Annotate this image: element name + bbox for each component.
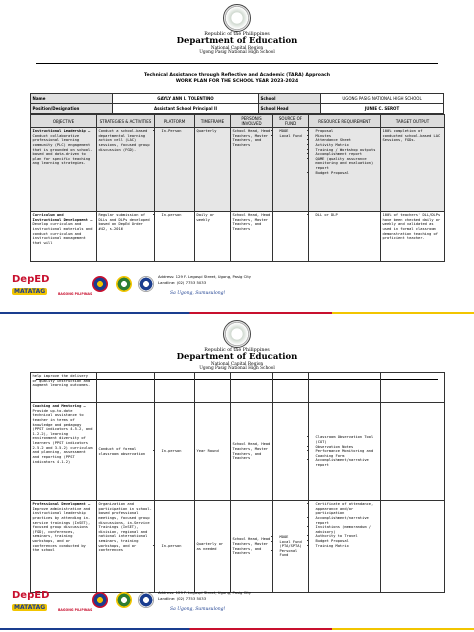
objective-title: Coaching and Mentoring – [32, 404, 86, 408]
fund-cell [273, 373, 309, 403]
letterhead [0, 32, 474, 56]
timeframe-cell: Daily or weekly [195, 212, 231, 262]
school-value: UGONG PASIG NATIONAL HIGH SCHOOL [321, 94, 444, 104]
footer-address [158, 274, 251, 285]
title-line-1: Technical Assistance through Reflective and Academic (TARA) Approach [143, 73, 331, 78]
strategy-cell: Conduct of formal classroom observation [97, 403, 155, 501]
col-platform: PLATFORM [155, 115, 195, 128]
resource-cell [309, 212, 381, 262]
school-line: Ugong Pasig National High School [199, 50, 275, 56]
target-cell: 100% completion of conducted school-based LAC Sessions, FGDs. [381, 128, 445, 212]
footer [0, 272, 474, 302]
slogan: Sa Ugong, Sumusulong! [170, 607, 226, 612]
fund-item: • MOOE [280, 535, 307, 540]
strategy-cell: Organization and participation in school-based professional meetings, focused group discussions, in-Service Trainings (InSET), division, regional and national international seminars, training workshops, and or conferences [97, 501, 155, 593]
table-row [31, 403, 445, 501]
republic-line: Republic of the Philippines [204, 348, 270, 353]
footer-address [158, 590, 251, 601]
landline-line: Landline: (02) 7753 5033 [158, 279, 207, 285]
footer [0, 588, 474, 618]
table-row [31, 212, 445, 262]
resource-item: • QAME (quality assurance monitoring and evaluation) report [316, 157, 379, 171]
objective-cell [31, 212, 97, 262]
col-strategies: STRATEGIES & ACTIVITIES [97, 115, 155, 128]
col-objective: OBJECTIVE [31, 115, 97, 128]
platform-cell [155, 128, 195, 212]
strategy-cell: Conduct a school-based departmental learning action cell (LAC) sessions, focused group discussion (FGD). [97, 128, 155, 212]
platform-cell [155, 212, 195, 262]
resource-item: • Training Matrix [316, 544, 379, 549]
pasig-seal-icon [116, 592, 132, 608]
school-head-label: School Head [259, 104, 321, 114]
col-source-fund: SOURCE OF FUND [273, 115, 309, 128]
objective-text: Improve administrative and instructional leadership practices by attending in-service trainings (InSET), focused group discussions (FGD), conferences, seminars, training workshops, and or conferences conducted by the school [32, 506, 91, 553]
objective-cell [31, 501, 97, 593]
resource-item: • Performance Monitoring and Coaching Form [316, 449, 379, 458]
resource-item: • Minutes [316, 134, 379, 139]
resource-item: • Authority to Travel [316, 534, 379, 539]
department-line: Department of Education [176, 36, 298, 47]
resource-cell [309, 373, 381, 403]
strategy-cell: Regular submission of DLLs and DLPs developed based on DepEd Order #42, s.2016 [97, 212, 155, 262]
target-cell: 100% of teachers' DLL/DLPs have been checked daily or weekly and validated as used in formal classroom demonstration teaching of proficient teacher. [381, 212, 445, 262]
objective-cell: help improve the delivery of quality instruction and augment learning outcomes. [31, 373, 97, 403]
resource-item: • Accomplishment/narrative report [316, 516, 379, 525]
objective-title: Professional Development – [32, 502, 91, 506]
school-label: School [259, 94, 321, 104]
landline-line: Landline: (02) 7753 5033 [158, 595, 207, 601]
fund-cell [273, 501, 309, 593]
deped-logo: DepED [12, 274, 50, 285]
divider [36, 63, 438, 64]
persons-cell: School Head, Head Teachers, Master Teachers, and Teachers [231, 501, 273, 593]
platform-cell [155, 403, 195, 501]
objective-cell [31, 403, 97, 501]
resource-item: • Training / Workshop outputs [316, 148, 379, 153]
fund-cell [273, 128, 309, 212]
platform-cell [155, 373, 195, 403]
bagong-pilipinas-emblem-icon [92, 592, 108, 608]
platform-item: • In-person [162, 213, 193, 218]
objective-text: Provide up-to-date technical assistance to teacher in terms of knowledge and pedagogy (PPST indicators 4.5.2, and 1.2.2), learning environment diversity of learners (PPST indicators 2.5.2 and 3.5.2) curriculum and planning, assessment and reporting (PPST indicators 4.1.2) [32, 408, 93, 464]
resource-item: • Classroom Observation Tool (COT) [316, 435, 379, 444]
republic-line: Republic of the Philippines [204, 32, 270, 37]
resource-item: • Activity Matrix [316, 143, 379, 148]
region-line: National Capital Region [210, 361, 264, 367]
resource-item: • Proposal [316, 129, 379, 134]
department-line: Department of Education [176, 352, 298, 363]
resource-item: • Invitations (memorandum / advisory) [316, 525, 379, 534]
table-row [31, 128, 445, 212]
fund-cell [273, 212, 309, 262]
timeframe-cell: Quarterly or as needed [195, 501, 231, 593]
bagong-pilipinas-logo: BAGONG PILIPINAS [58, 608, 93, 612]
resource-item: • DLL or DLP [316, 213, 379, 218]
deped-seal-icon [223, 4, 251, 32]
resource-item: • Budget Proposal [316, 539, 379, 544]
col-timeframe: TIMEFRAME [195, 115, 231, 128]
pasig-seal-icon [116, 276, 132, 292]
school-line: Ugong Pasig National High School [199, 366, 275, 372]
platform-item: • In-Person [162, 129, 193, 134]
school-seal-icon [138, 592, 154, 608]
bagong-pilipinas-emblem-icon [92, 276, 108, 292]
persons-cell: School Head, Head Teachers, Master Teachers, and Teachers [231, 212, 273, 262]
fund-item: • MOOE [280, 129, 307, 134]
info-table [30, 93, 444, 114]
work-plan-table-2 [30, 372, 445, 593]
fund-item: • Local Fund (PTA/SPTA) [280, 540, 307, 549]
table-row [31, 501, 445, 593]
persons-cell: School Head, Head Teachers, Master Teachers, and Teachers [231, 128, 273, 212]
work-plan-table-1 [30, 114, 445, 262]
objective-text: Develop curriculum and instructional materials and conduct curriculum and instructional management that will [32, 222, 93, 245]
platform-item: • In-person [162, 449, 193, 454]
document-titles [0, 73, 474, 85]
resource-cell [309, 403, 381, 501]
resource-item: • Accomplishment/narrative report [316, 458, 379, 467]
fund-cell [273, 403, 309, 501]
fund-item: • Personal Fund [280, 549, 307, 558]
name-value: GAYLY ANN I. TOLENTINO [113, 94, 259, 104]
platform-item: • In-person [162, 544, 193, 549]
bagong-pilipinas-logo: BAGONG PILIPINAS [58, 292, 93, 296]
col-target: TARGET OUTPUT [381, 115, 445, 128]
name-label: Name [31, 94, 113, 104]
platform-cell [155, 501, 195, 593]
resource-item: • Attendance Sheet [316, 138, 379, 143]
strategy-cell [97, 373, 155, 403]
letterhead [0, 348, 474, 372]
persons-cell: School Head, Head Teachers, Master Teachers, and Teachers [231, 403, 273, 501]
matatag-logo: MATATAG [14, 604, 46, 611]
resource-cell [309, 128, 381, 212]
resource-cell [309, 501, 381, 593]
objective-title: Curriculum and Instructional Development – [32, 213, 93, 222]
fund-item: • Local Fund [280, 134, 307, 139]
matatag-logo: MATATAG [14, 288, 46, 295]
objective-text: Conduct collaborative professional learning community (PLC) engagement that is grounded on school-based and data-driven to plan for specific teaching ang learning strategies. [32, 133, 93, 166]
objective-title: Instructional Leadership – [32, 129, 91, 133]
resource-item: • Certificate of attendance, appearance and/or participation [316, 502, 379, 516]
position-label: Position/Designation [31, 104, 113, 114]
slogan: Sa Ugong, Sumusulong! [170, 291, 226, 296]
region-line: National Capital Region [210, 45, 264, 51]
footer-stripe [0, 312, 474, 314]
timeframe-cell: Year Round [195, 403, 231, 501]
col-persons: PERSON/S INVOLVED [231, 115, 273, 128]
deped-seal-icon [223, 320, 251, 348]
column-header-row [31, 115, 445, 128]
footer-stripe [0, 628, 474, 630]
position-value: Assistant School Principal II [113, 104, 259, 114]
address-line: Address: 129 F. Legaspi Street, Ugong, Pasig City [158, 590, 252, 595]
resource-item: • Budget Proposal [316, 171, 379, 176]
school-seal-icon [138, 276, 154, 292]
timeframe-cell: Quarterly [195, 128, 231, 212]
resource-item: • Accomplishment report [316, 152, 379, 157]
timeframe-cell [195, 373, 231, 403]
target-cell [381, 501, 445, 593]
target-cell [381, 373, 445, 403]
resource-item: • Observation Notes [316, 445, 379, 450]
persons-cell [231, 373, 273, 403]
address-line: Address: 129 F. Legaspi Street, Ugong, Pasig City [158, 274, 252, 279]
target-cell [381, 403, 445, 501]
table-row [31, 373, 445, 403]
deped-logo: DepED [12, 590, 50, 601]
school-head-value: JUNIE C. SEROT [321, 104, 444, 114]
title-line-2: WORK PLAN FOR THE SCHOOL YEAR 2023-2024 [175, 79, 299, 85]
page-2 [0, 316, 474, 632]
col-resource: RESOURCE REQUIREMENT [309, 115, 381, 128]
objective-cell [31, 128, 97, 212]
